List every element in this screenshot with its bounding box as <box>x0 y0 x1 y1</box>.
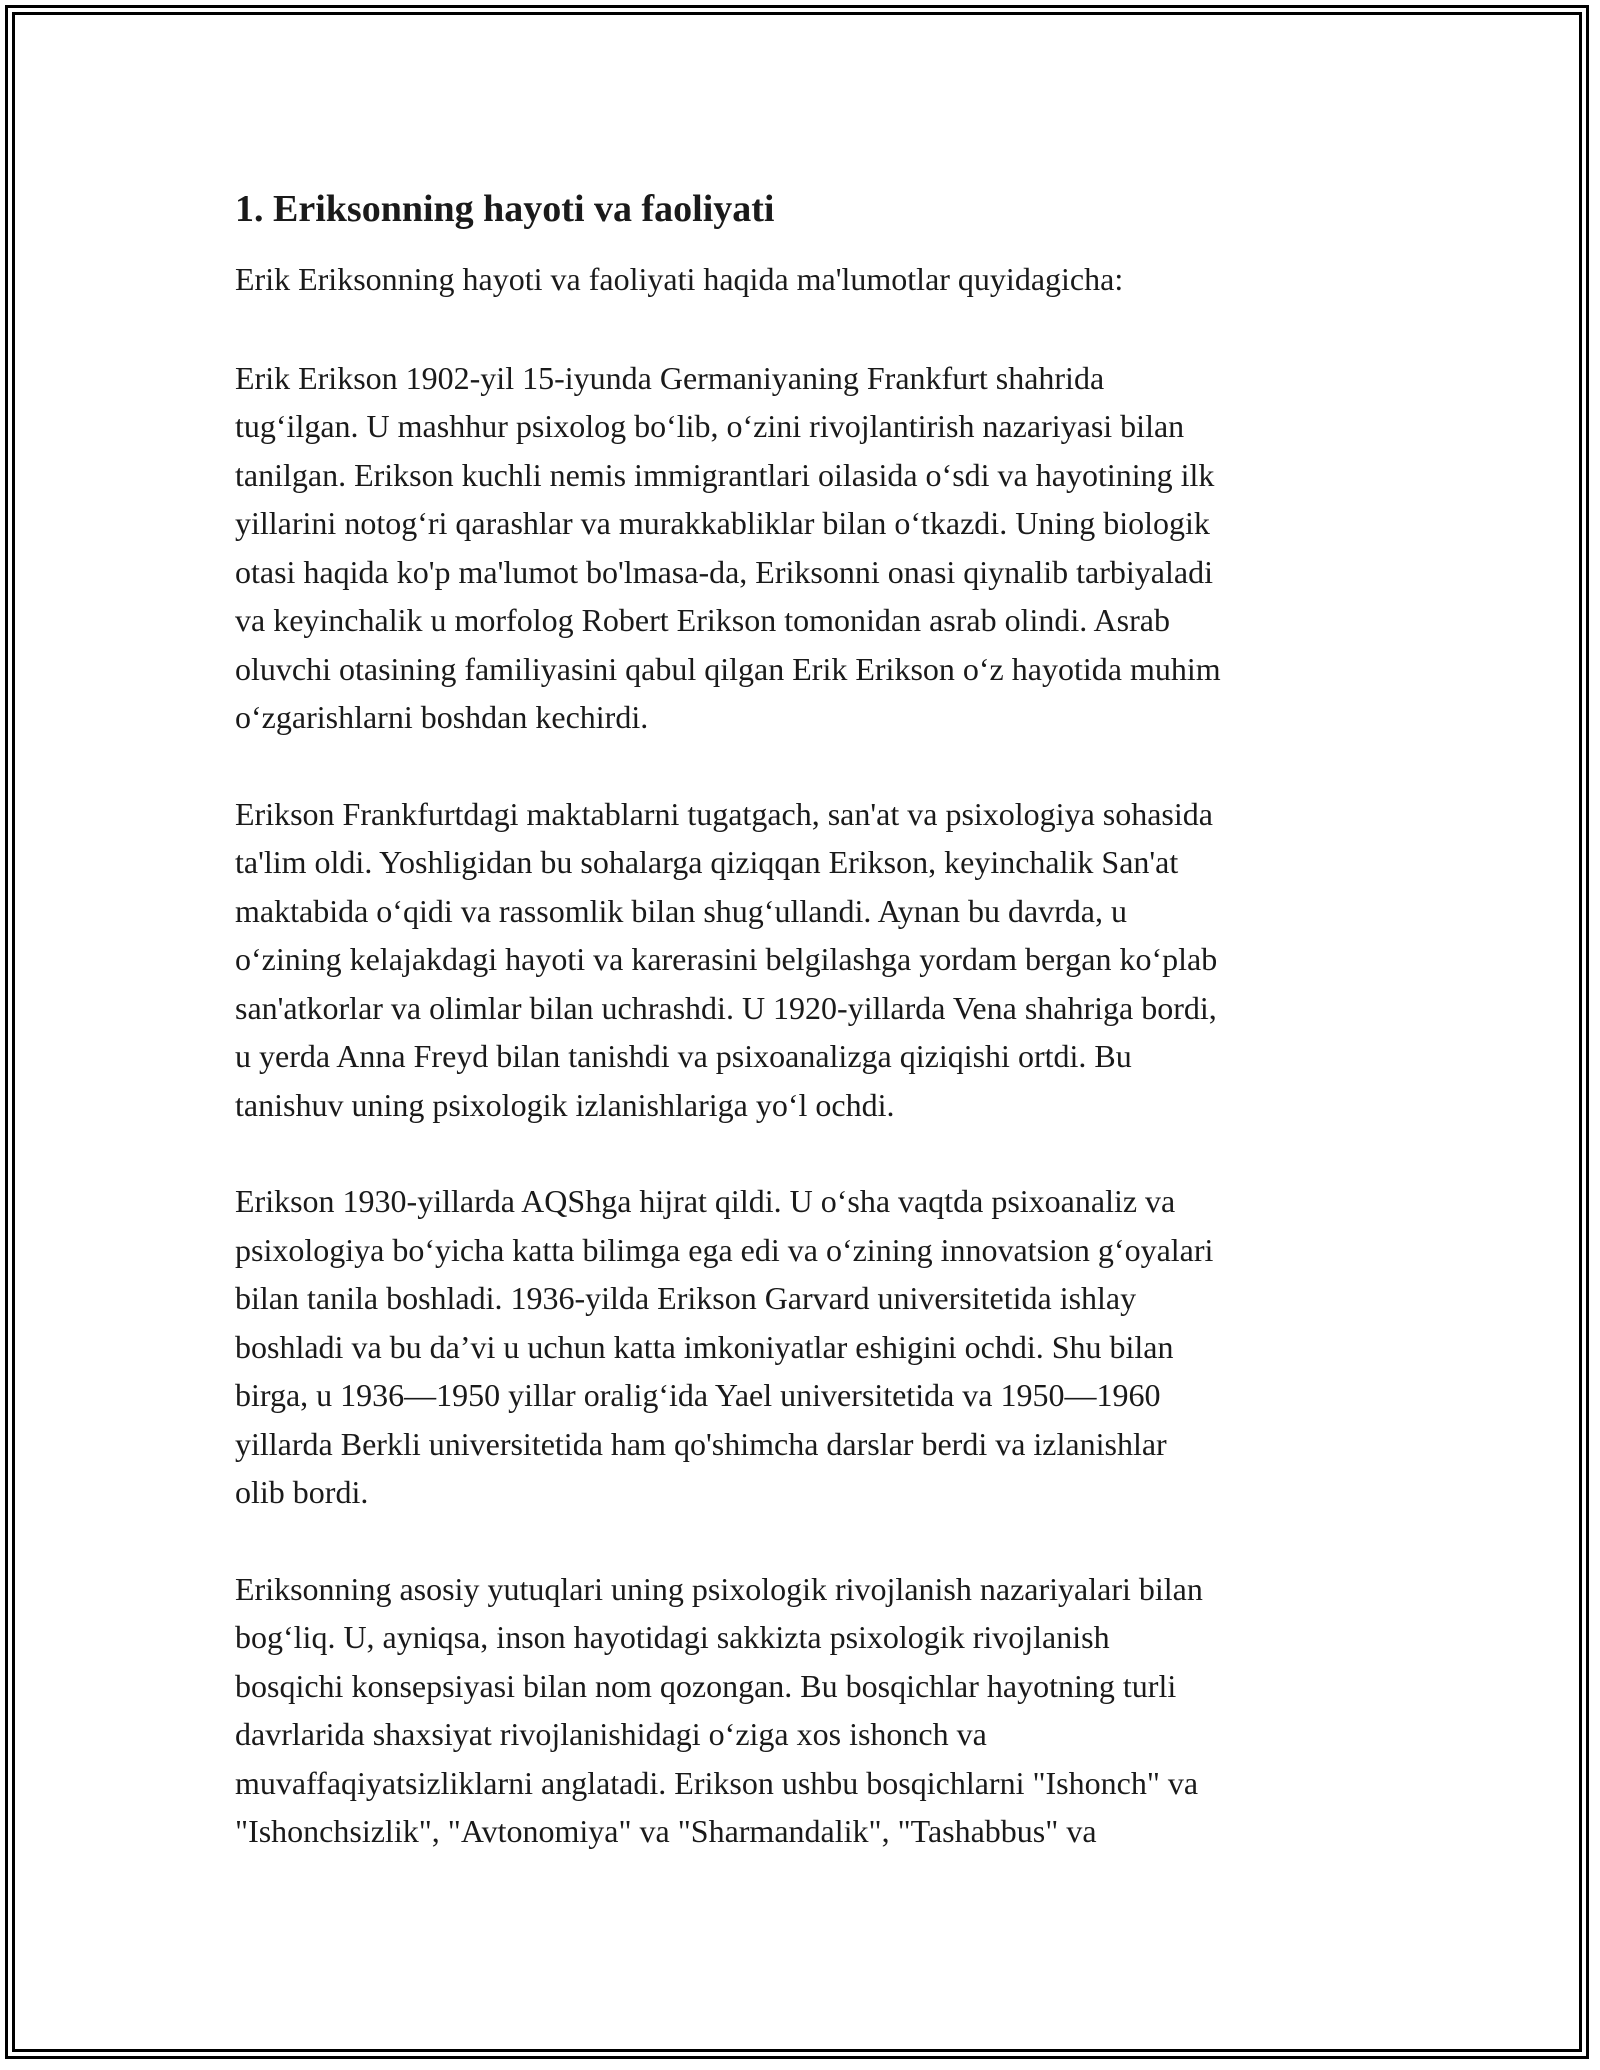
paragraph-achievements: Eriksonning asosiy yutuqlari uning psixologik rivojlanish nazariyalari bilan bog‘liq. U, ayniqsa, inson hayotidagi sakkizta psixologik rivojlanish bosqichi konsepsiyasi bilan nom qozongan. Bu bosqichlar hayotning turli davrlarida shaxsiyat rivojlanishidagi o‘ziga xos ishonch va muvaffaqiyatsizliklarni anglatadi. Erikson ushbu bosqichlarni "Ishonch" va "Ishonchsizlik", "Avtonomiya" va "Sharmandalik", "Tashabbus" va <box>235 1570 1203 1849</box>
section-title: 1. Eriksonning hayoti va faoliyati <box>235 188 775 230</box>
paragraph-education: Erikson Frankfurtdagi maktablarni tugatgach, san'at va psixologiya sohasida ta'lim oldi. Yoshligidan bu sohalarga qiziqqan Erikson, keyinchalik San'at maktabida o‘qidi va rassomlik bilan shug‘ullandi. Aynan bu davrda, u o‘zining kelajakdagi hayoti va karerasini belgilashga yordam bergan ko‘plab san'atkorlar va olimlar bilan uchrashdi. U 1920-yillarda Vena shahriga bordi, u yerda Anna Freyd bilan tanishdi va psixoanalizga qiziqishi ortdi. Bu tanishuv uning psixologik izlanishlariga yo‘l ochdi. <box>235 795 1218 1123</box>
paragraph-career: Erikson 1930-yillarda AQShga hijrat qildi. U o‘sha vaqtda psixoanaliz va psixologiya bo‘yicha katta bilimga ega edi va o‘zining innovatsion g‘oyalari bilan tanila boshladi. 1936-yilda Erikson Garvard universitetida ishlay boshladi va bu da’vi u uchun katta imkoniyatlar eshigini ochdi. Shu bilan birga, u 1936—1950 yillar oralig‘ida Yael universitetida va 1950—1960 yillarda Berkli universitetida ham qo'shimcha darslar berdi va izlanishlar olib bordi. <box>235 1183 1214 1510</box>
paragraph-biography: Erik Erikson 1902-yil 15-iyunda Germaniyaning Frankfurt shahrida tug‘ilgan. U mashhur psixolog bo‘lib, o‘zini rivojlantirish nazariyasi bilan tanilgan. Erikson kuchli nemis immigrantlari oilasida o‘sdi va hayotining ilk yillarini notog‘ri qarashlar va murakkabliklar bilan o‘tkazdi. Uning biologik otasi haqida ko'p ma'lumot bo'lmasa-da, Eriksonni onasi qiynalib tarbiyaladi va keyinchalik u morfolog Robert Erikson tomonidan asrab olindi. Asrab oluvchi otasining familiyasini qabul qilgan Erik Erikson o‘z hayotida muhim o‘zgarishlarni boshdan kechirdi. <box>235 359 1221 735</box>
intro-paragraph: Erik Eriksonning hayoti va faoliyati haqida ma'lumotlar quyidagicha: <box>235 261 1124 297</box>
document-body <box>235 185 1375 1904</box>
